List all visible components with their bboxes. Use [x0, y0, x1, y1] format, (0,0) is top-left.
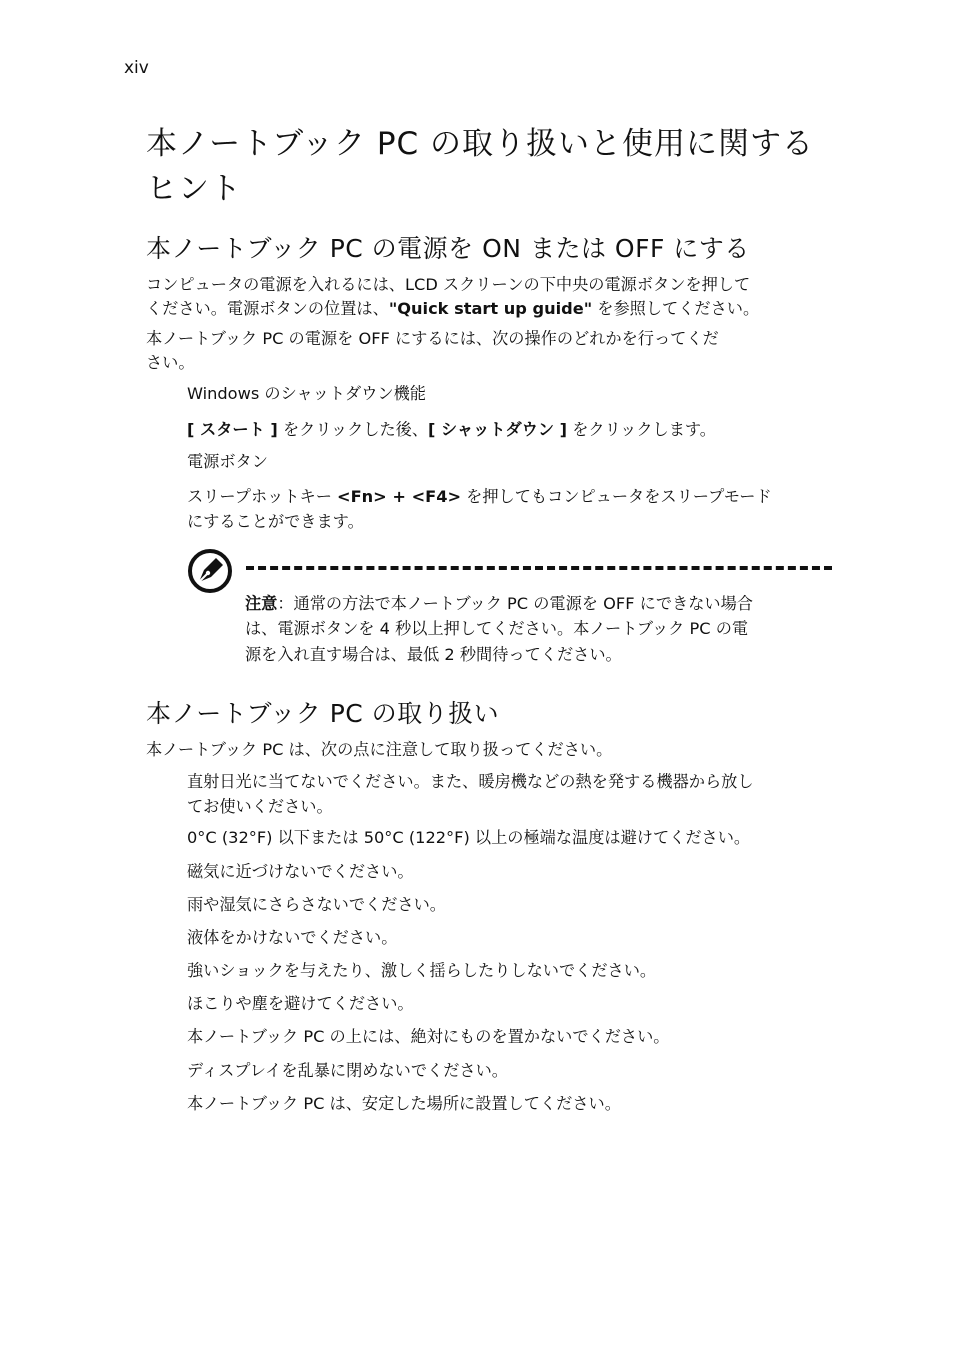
- method-hotkey-line1: スリープホットキー <Fn> + <F4> を押してもコンピュータをスリープモード: [187, 487, 772, 506]
- method-power-button-title: 電源ボタン: [187, 452, 268, 471]
- method-windows-title: Windows のシャットダウン機能: [187, 384, 426, 403]
- method-windows-desc: [ スタート ] をクリックした後、[ シャットダウン ] をクリックします。: [187, 420, 716, 439]
- page-title-line1: 本ノートブック PC の取り扱いと使用に関する: [146, 126, 815, 162]
- method-hotkey-line2: にすることができます。: [187, 512, 364, 531]
- handling-item: 本ノートブック PC は、安定した場所に設置してください。: [187, 1094, 621, 1113]
- power-on-text-line2: ください。電源ボタンの位置は、"Quick start up guide" を参照してください。: [146, 299, 760, 318]
- handling-item-1-line2: てお使いください。: [187, 797, 333, 816]
- handling-item: 磁気に近づけないでください。: [187, 862, 414, 881]
- page-number: xiv: [124, 58, 149, 78]
- power-off-text-line1: 本ノートブック PC の電源を OFF にするには、次の操作のどれかを行ってくだ: [146, 329, 719, 348]
- pen-note-icon: [186, 547, 234, 595]
- handling-intro: 本ノートブック PC は、次の点に注意して取り扱ってください。: [146, 740, 613, 759]
- page-title-line2: ヒント: [146, 171, 242, 207]
- section2-heading: 本ノートブック PC の取り扱い: [146, 699, 500, 728]
- note-line1: 注意：通常の方法で本ノートブック PC の電源を OFF にできない場合: [245, 594, 753, 613]
- handling-item: ディスプレイを乱暴に閉めないでください。: [187, 1061, 508, 1080]
- handling-item: 本ノートブック PC の上には、絶対にものを置かないでください。: [187, 1027, 670, 1046]
- power-off-text-line2: さい。: [146, 353, 195, 372]
- section1-heading: 本ノートブック PC の電源を ON または OFF にする: [146, 234, 750, 263]
- handling-item: 0°C (32°F) 以下または 50°C (122°F) 以上の極端な温度は避けてください。: [187, 828, 751, 847]
- handling-item-1-line1: 直射日光に当てないでください。また、暖房機などの熱を発する機器から放し: [187, 772, 754, 791]
- note-line3: 源を入れ直す場合は、最低 2 秒間待ってください。: [245, 645, 622, 664]
- handling-item: 雨や湿気にさらさないでください。: [187, 895, 446, 914]
- handling-item: 液体をかけないでください。: [187, 928, 398, 947]
- note-line2: は、電源ボタンを 4 秒以上押してください。本ノートブック PC の電: [245, 619, 749, 638]
- handling-item: ほこりや塵を避けてください。: [187, 994, 414, 1013]
- power-on-text-line1: コンピュータの電源を入れるには、LCD スクリーンの下中央の電源ボタンを押して: [146, 275, 751, 294]
- note-divider: [246, 566, 832, 570]
- handling-item: 強いショックを与えたり、激しく揺らしたりしないでください。: [187, 961, 657, 980]
